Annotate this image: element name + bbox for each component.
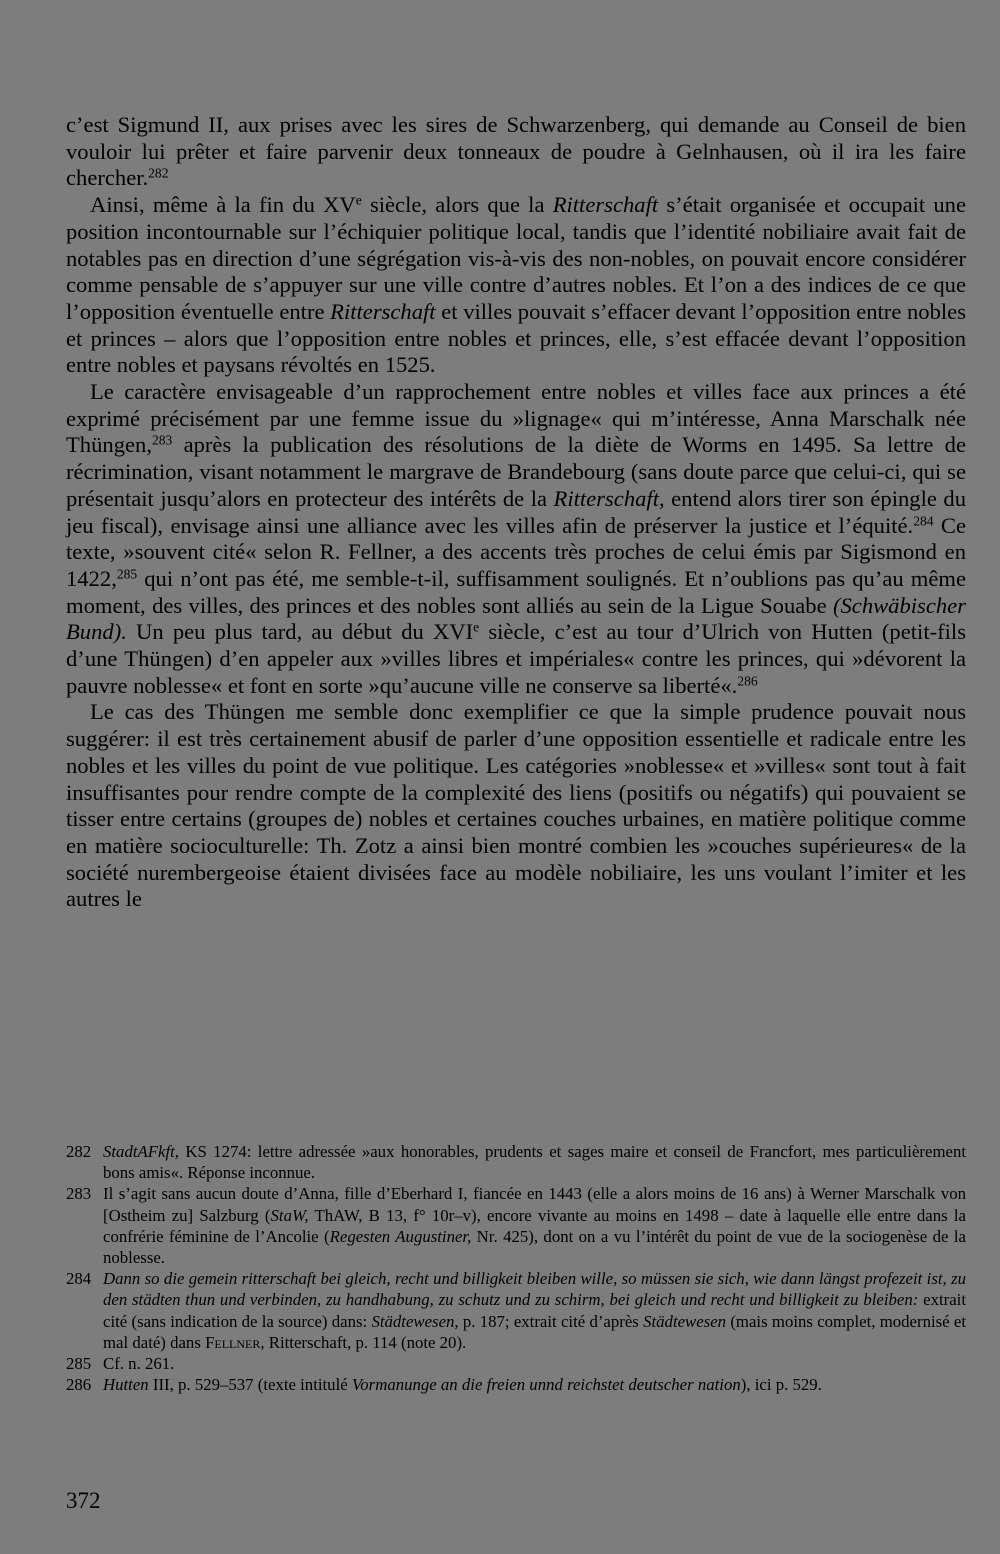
italic-term: Ritterschaft (553, 485, 659, 511)
paragraph-2 (66, 192, 966, 379)
italic-term: (Schwäbischer Bund). (66, 592, 966, 645)
footnotes (66, 1141, 966, 1395)
main-text (66, 112, 966, 913)
text-run: s’était organisée et occupait une position incontournable sur l’échiquier politique local, tandis que l’identité nobiliaire avait fait de notables pas en direction d’une ségrégation vis-à-vis des non-nobles, on pouvait encore considérer comme pensable de s’appuyer sur une ville contre d’autres nobles. Et l’on a des indices de ce que l’opposition éventuelle entre (66, 192, 966, 324)
text-run: , entend alors tirer son épingle du jeu fiscal), envisage ainsi une alliance avec les villes afin de préserver la justice et l’équité. (66, 485, 967, 538)
italic-term: StaW, (270, 1205, 309, 1225)
text-run: Ritterschaft, p. 114 (note 20). (264, 1332, 467, 1352)
footnote-ref-285[interactable]: 285 (116, 566, 138, 582)
footnote-number: 283 (66, 1184, 92, 1204)
text-run: Un peu plus tard, au début du XVI (126, 619, 474, 645)
footnote-ref-286[interactable]: 286 (737, 673, 758, 689)
footnote-body (103, 1141, 966, 1183)
italic-term: Hutten (103, 1375, 149, 1395)
footnote-body (103, 1353, 966, 1374)
footnote-number: 286 (66, 1375, 92, 1395)
text-run: p. 187; extrait cité d’après (458, 1311, 644, 1331)
footnote-286 (66, 1374, 966, 1395)
footnote-ref-283[interactable]: 283 (151, 432, 173, 448)
italic-term: Regesten Augustiner, (329, 1226, 472, 1246)
author-smallcaps: Fellner, (205, 1332, 265, 1352)
footnote-ref-284[interactable]: 284 (913, 513, 934, 529)
italic-quote: Dann so die gemein ritterschaft bei gleich, recht und billigkeit bleiben wille, so müssen sie sich, wie dann längst profezeit ist, zu den städten thun und verbinden, zu handhabung, zu schutz und zu schirm, bei gleich und recht und billigkeit zu bleiben: (103, 1269, 966, 1310)
paragraph-3 (66, 379, 966, 699)
text-run: Cf. n. 261. (103, 1354, 175, 1374)
footnote-284 (66, 1268, 966, 1353)
footnote-body (103, 1268, 966, 1353)
text-run: et villes pouvait s’effacer devant l’opposition entre nobles et princes – alors que l’opposition entre nobles et princes, elle, s’est effacée devant l’opposition entre nobles et paysans révoltés en 1525. (66, 298, 966, 378)
footnote-number: 284 (66, 1269, 92, 1289)
italic-term: Ritterschaft (552, 192, 659, 218)
superscript: e (473, 619, 480, 635)
italic-term: Städtewesen (643, 1311, 727, 1331)
footnote-number: 285 (66, 1354, 92, 1374)
paragraph-1 (66, 112, 966, 192)
text-run: III, p. 529–537 (texte intitulé (148, 1375, 352, 1395)
text-run: Ainsi, même à la fin du XV (90, 192, 356, 218)
text-run: siècle, alors que la (361, 192, 553, 218)
footnote-ref-282[interactable]: 282 (148, 165, 169, 181)
italic-term: StadtAFkft, (103, 1142, 179, 1161)
text-run: ThAW, B 13, f° 10r–v), encore vivante au moins en 1498 – date à laquelle elle entre dans la confrérie féminine de l’Ancolie ( (103, 1205, 966, 1246)
text-run: après la publication des résolutions de la diète de Worms en 1495. Sa lettre de récrimination, visant notamment le margrave de Brandebourg (sans doute parce que celui-ci, qui se présentait jusqu’alors en protecteur des intérêts de la (66, 432, 966, 511)
text-run: siècle, c’est au tour d’Ulrich von Hutten (petit-fils d’une Thüngen) d’en appeler aux »villes libres et impériales« contre les princes, qui »dévorent la pauvre noblesse« et font en sorte »qu’aucune ville ne conserve sa liberté«. (66, 619, 966, 698)
footnote-283 (66, 1183, 966, 1268)
italic-term: Städtewesen, (371, 1311, 459, 1331)
text-run: c’est Sigmund II, aux prises avec les sires de Schwarzenberg, qui demande au Conseil de bien vouloir lui prêter et faire parvenir deux tonneaux de poudre à Gelnhausen, où il ira les faire chercher. (66, 112, 966, 191)
text-run: ), ici p. 529. (740, 1375, 822, 1395)
text-run: Nr. 425), dont on a vu l’intérêt du point de vue de la sociogenèse de la noblesse. (103, 1226, 966, 1268)
italic-term: Ritterschaft (330, 298, 436, 324)
text-run: qui n’ont pas été, me semble-t-il, suffisamment soulignés. Et n’oublions pas qu’au même moment, des villes, des princes et des nobles sont alliés au sein de la Ligue Souabe (66, 565, 966, 618)
paragraph-4 (66, 699, 966, 913)
superscript: e (355, 192, 362, 208)
text-run: Le caractère envisageable d’un rapprochement entre nobles et villes face aux princes a été exprimé précisément par une femme issue du »lignage« qui m’intéresse, Anna Marschalk née Thüngen, (66, 379, 966, 458)
text-run: Il s’agit sans aucun doute d’Anna, fille d’Eberhard I, fiancée en 1443 (elle a alors moins de 16 ans) à Werner Marschalk von [Ostheim zu] Salzburg ( (103, 1184, 966, 1225)
footnote-body (103, 1183, 966, 1268)
footnote-body (103, 1374, 966, 1395)
text-run: (mais moins complet, modernisé et mal daté) dans (103, 1311, 966, 1352)
text-run: Ce texte, »souvent cité« selon R. Fellner, a des accents très proches de celui émis par Sigismond en 1422, (66, 512, 966, 591)
page-number: 372 (66, 1488, 101, 1513)
text-run: KS 1274: lettre adressée »aux honorables, prudents et sages maire et conseil de Francfort, mes particulièrement bons amis«. Réponse inconnue. (103, 1142, 966, 1183)
text-run: Le cas des Thüngen me semble donc exemplifier ce que la simple prudence pouvait nous suggérer: il est très certainement abusif de parler d’une opposition essentielle et radicale entre les nobles et les villes du point de vue politique. Les catégories »noblesse« et »villes« sont tout à fait insuffisantes pour rendre compte de la complexité des liens (positifs ou négatifs) qui pouvaient se tisser entre certains (groupes de) nobles et certaines couches urbaines, en matière politique comme en matière socioculturelle: Th. Zotz a ainsi bien montré combien les »couches supérieures« de la société nurembergeoise étaient divisées face au modèle nobiliaire, les uns voulant l’imiter et les autres le (66, 699, 966, 912)
footnote-282 (66, 1141, 966, 1183)
italic-term: Vormanunge an die freien unnd reichstet deutscher nation (351, 1375, 741, 1395)
footnote-285 (66, 1353, 966, 1374)
text-run: extrait cité (sans indication de la source) dans: (103, 1290, 966, 1331)
footnote-number: 282 (66, 1142, 92, 1161)
